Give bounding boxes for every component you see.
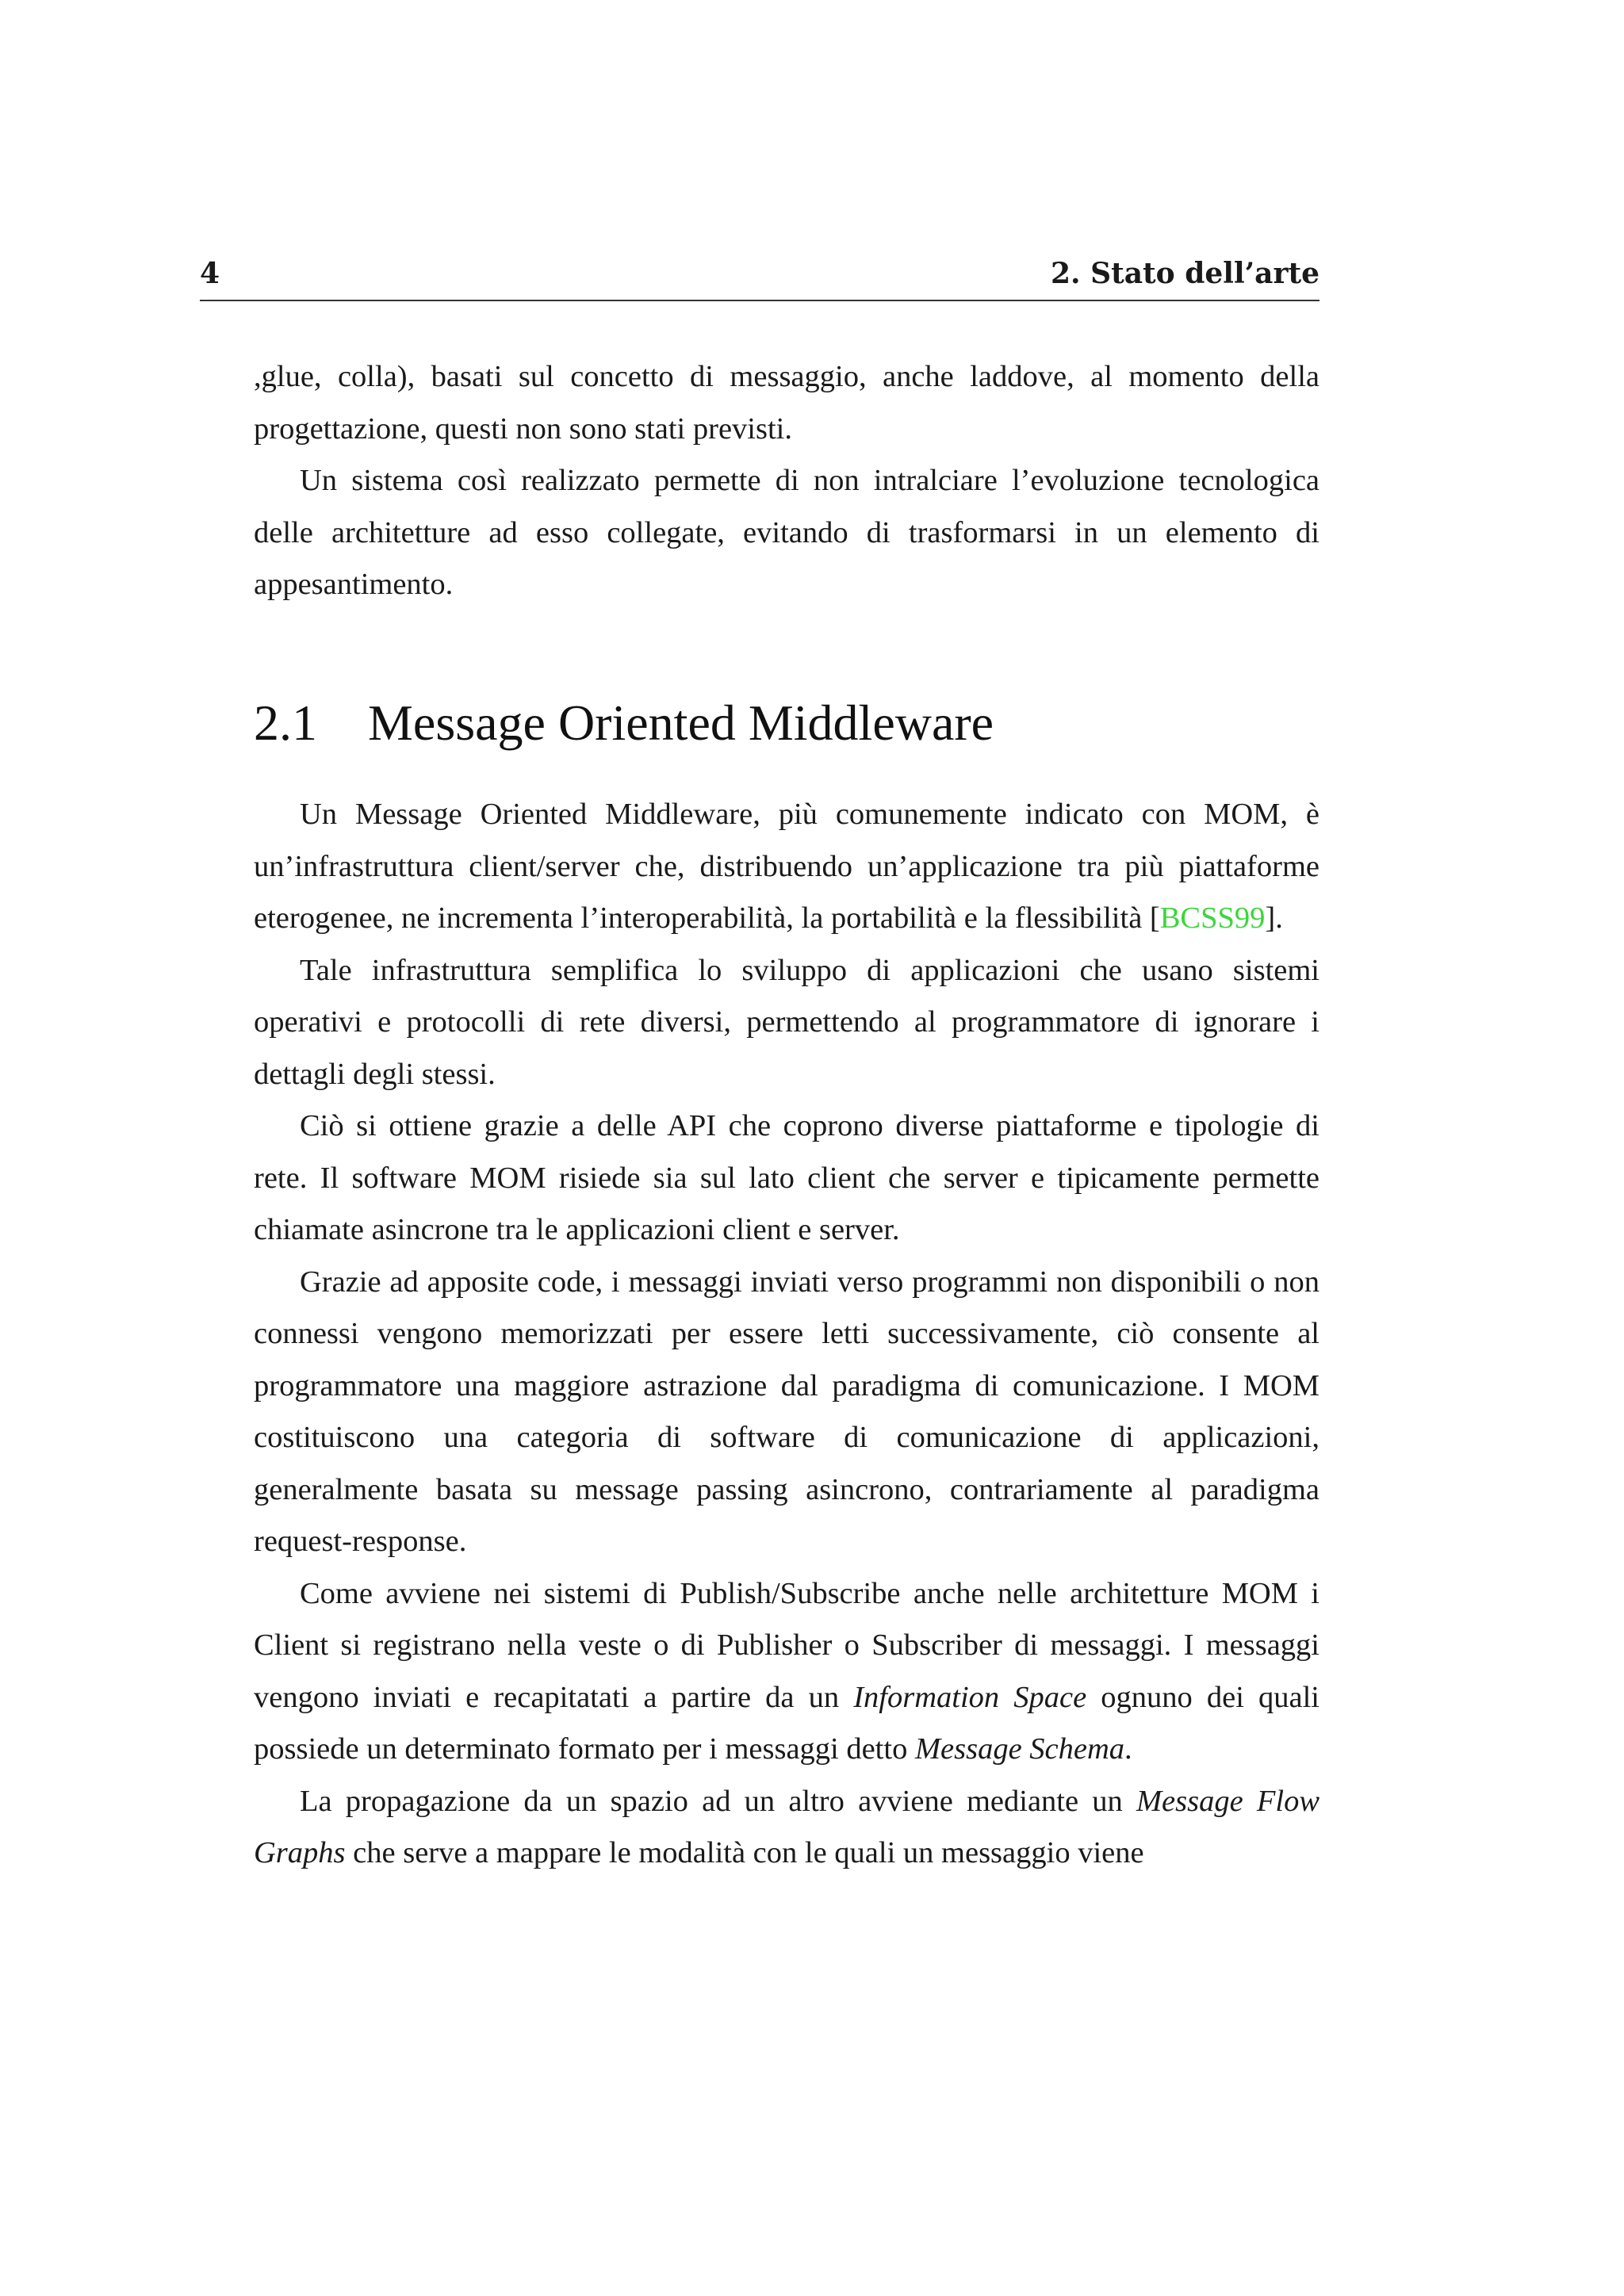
intro-text-block	[254, 351, 1320, 611]
intro-paragraph-2: Un sistema così realizzato permette di non intralciare l’evoluzione tecnologica delle architetture ad esso collegate, evitando di trasformarsi in un elemento di appesantimento.	[254, 464, 1320, 601]
paragraph-1-text: Un Message Oriented Middleware, più comunemente indicato con MOM, è un’infrastruttura client/server che, distribuendo un’applicazione tra più piattaforme eterogenee, ne incrementa l’interoperabilità, la portabilità e la flessibilità [	[254, 798, 1320, 935]
paragraph-6-text-b: che serve a mappare le modalità con le quali un messaggio viene	[345, 1836, 1144, 1869]
running-header	[200, 252, 1320, 301]
section-heading	[254, 691, 1320, 755]
paragraph-3: Ciò si ottiene grazie a delle API che coprono diverse piattaforme e tipologie di rete. Il software MOM risiede sia sul lato client che server e tipicamente permette chiamate asincrone tra le applicazioni client e server.	[254, 1109, 1320, 1246]
paragraph-2: Tale infrastruttura semplifica lo sviluppo di applicazioni che usano sistemi operativi e protocolli di rete diversi, permettendo al programmatore di ignorare i dettagli degli stessi.	[254, 953, 1320, 1091]
paragraph-6-text-a: La propagazione da un spazio ad un altro avviene mediante un	[300, 1784, 1136, 1818]
paragraph-5	[254, 1568, 1320, 1776]
paragraph-6	[254, 1776, 1320, 1880]
paragraph-5-text-a: Come avviene nei sistemi di Publish/Subscribe anche nelle architetture MOM i Client si registrano nella veste o di Publisher o Subscriber di messaggi. I messaggi vengono inviati e recapitatati a partire da un	[254, 1576, 1320, 1714]
term-message-flow-graphs: Message Flow Graphs	[254, 1784, 1320, 1869]
page-number: 4	[200, 257, 220, 290]
paragraph-5-text-b: ognuno dei quali possiede un determinato formato per i messaggi detto	[254, 1680, 1320, 1766]
section-text-block	[254, 789, 1320, 1880]
section-title: Message Oriented Middleware	[368, 695, 994, 751]
term-message-schema: Message Schema	[914, 1732, 1125, 1766]
paragraph-4: Grazie ad apposite code, i messaggi inviati verso programmi non disponibili o non connessi vengono memorizzati per essere letti successivamente, ciò consente al programmatore una maggiore astrazione dal paradigma di comunicazione. I MOM costituiscono una categoria di software di comunicazione di applicazioni, generalmente basata su message passing asincrono, contrariamente al paradigma request-response.	[254, 1265, 1320, 1558]
paragraph-1-end: ].	[1265, 901, 1283, 935]
chapter-title: 2. Stato dell’arte	[1050, 257, 1320, 290]
section-number: 2.1	[254, 695, 317, 751]
intro-paragraph-1: ,glue, colla), basati sul concetto di messaggio, anche laddove, al momento della progettazione, questi non sono stati previsti.	[254, 360, 1320, 446]
citation-link[interactable]: BCSS99	[1159, 901, 1266, 935]
paragraph-5-text-c: .	[1124, 1732, 1132, 1766]
paragraph-1	[254, 789, 1320, 945]
term-information-space: Information Space	[853, 1680, 1087, 1714]
